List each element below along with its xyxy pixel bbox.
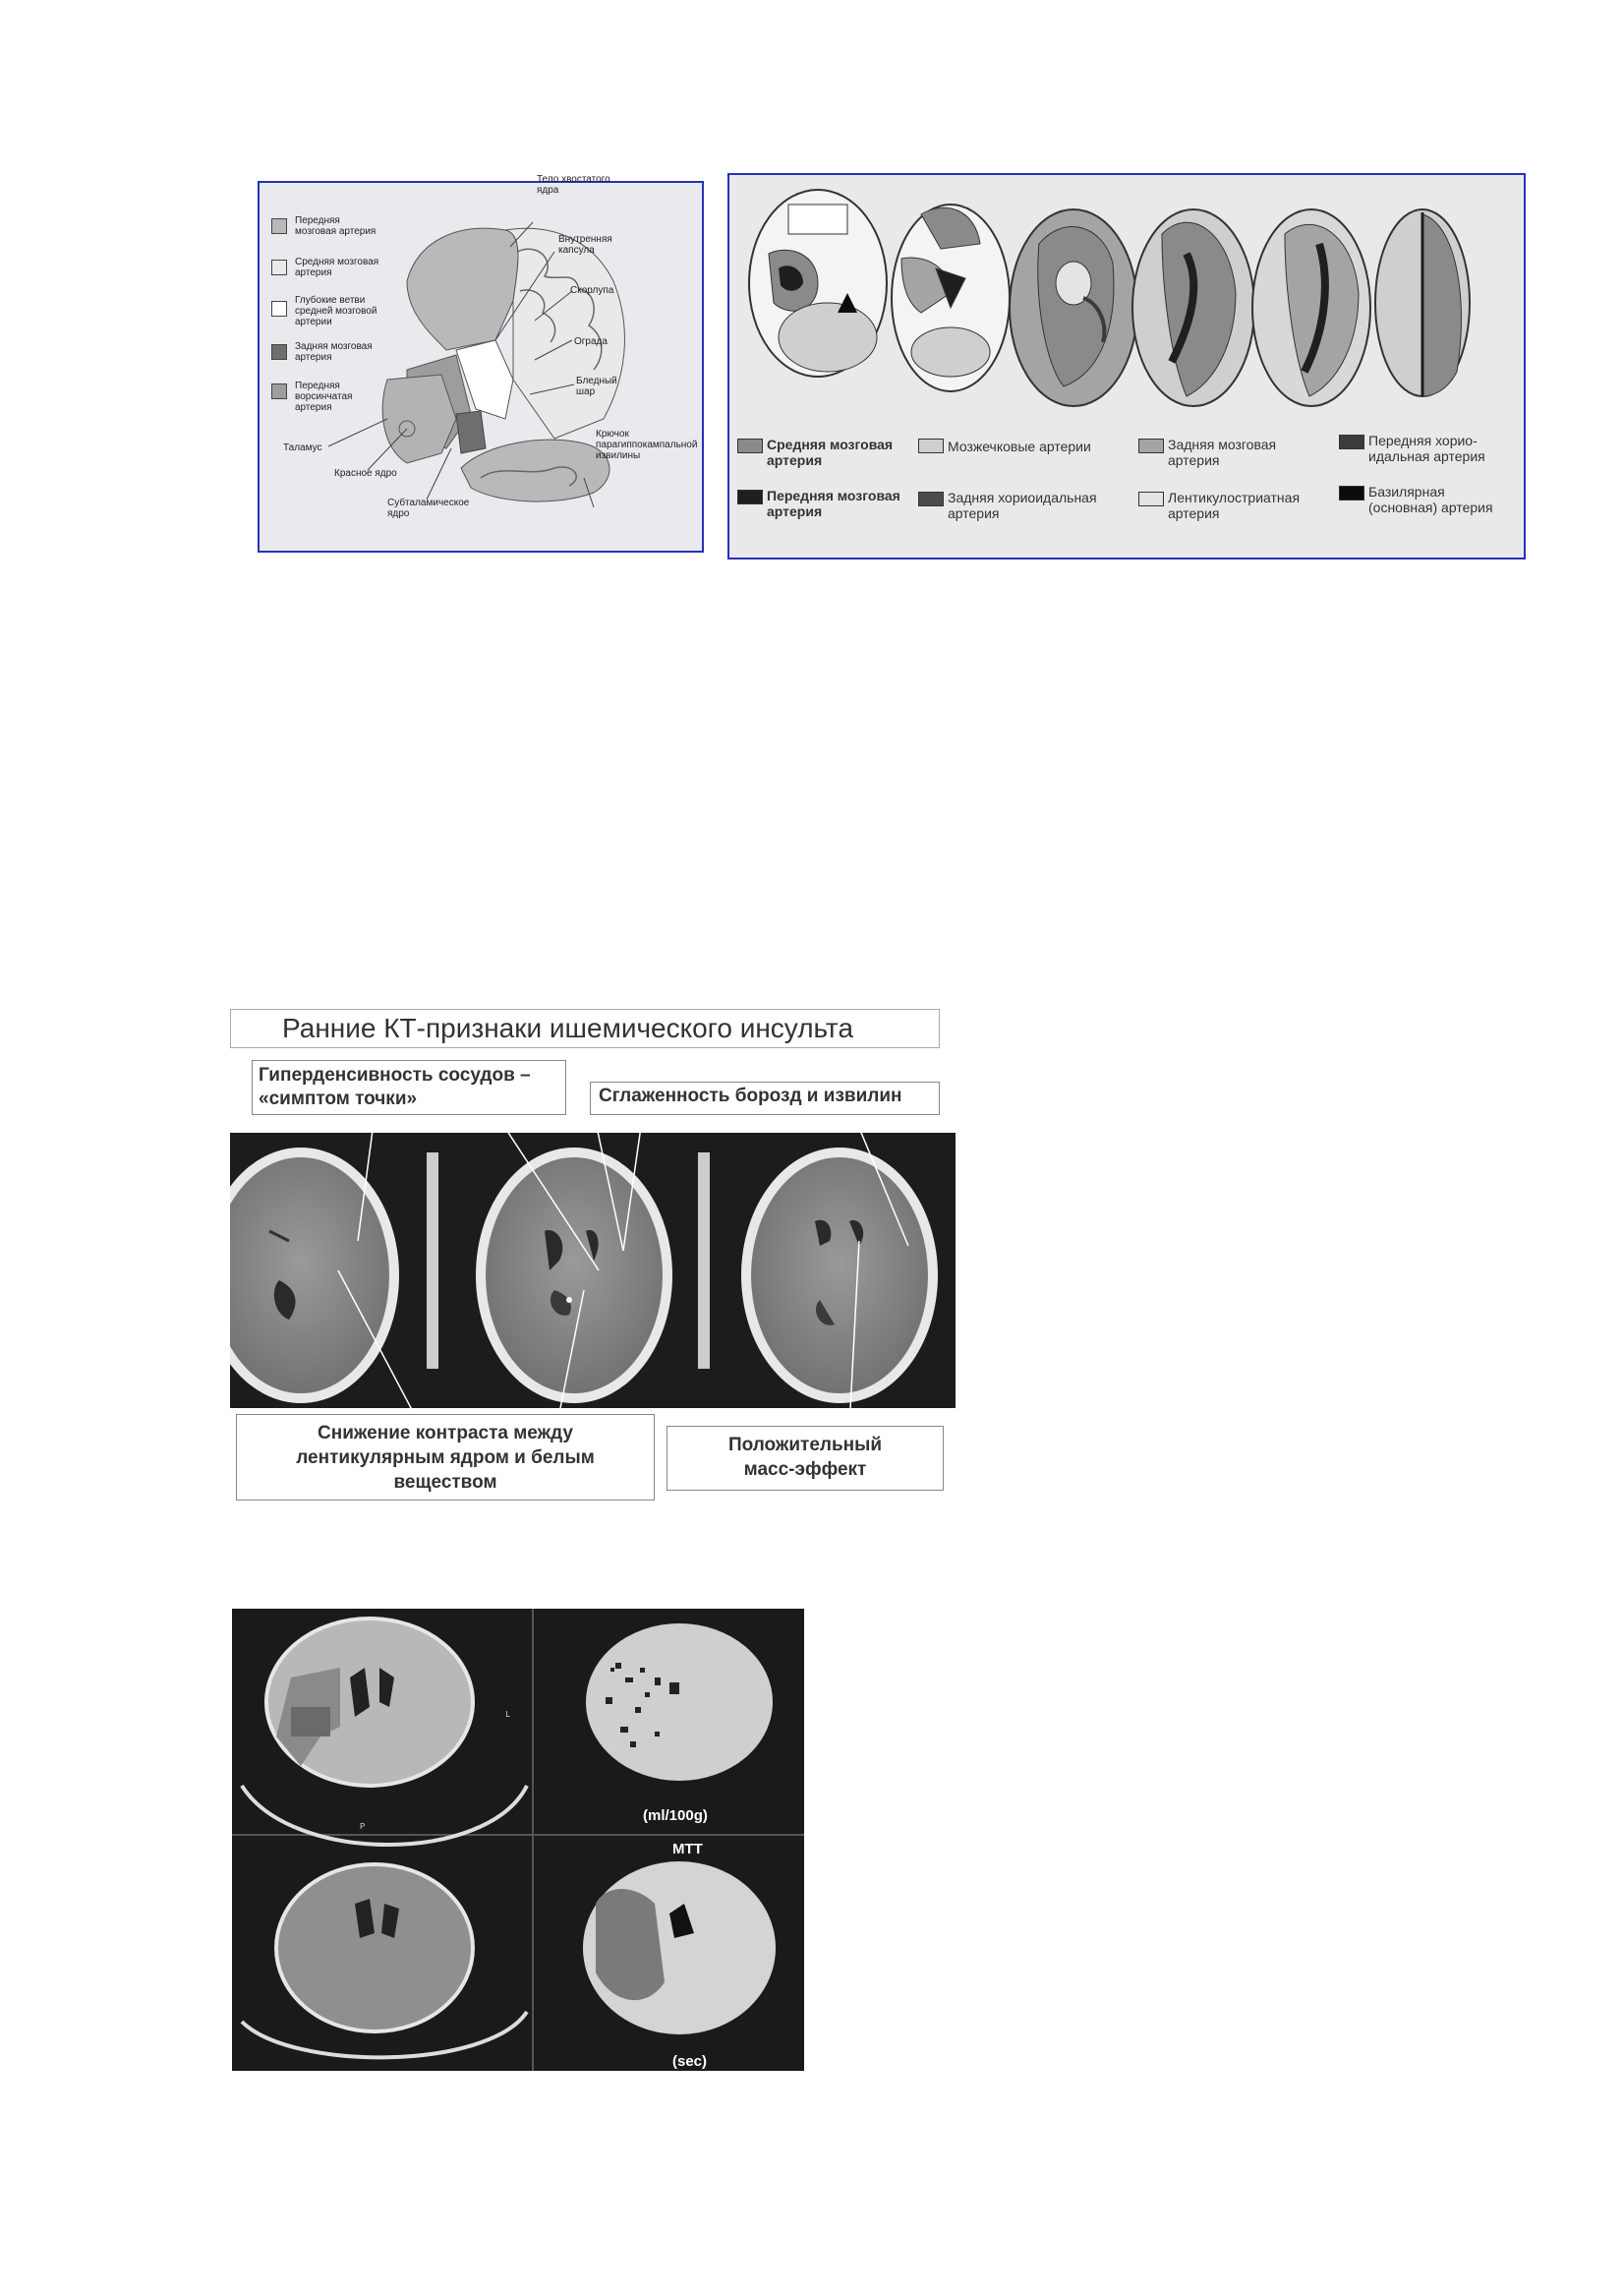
perfusion-panels-drawing <box>232 1609 804 2071</box>
label-thalamus: Таламус <box>283 442 322 453</box>
label-subthalamic: Субталамическое ядро <box>387 498 470 519</box>
legend-label-basilar: Базилярная (основная) артерия <box>1368 484 1493 515</box>
ct-signs-figure <box>230 1007 956 1508</box>
legend-label-cerebellar: Мозжечковые артерии <box>948 439 1091 454</box>
legend-label-ant-choroidal: Передняя ворсинчатая артерия <box>295 381 353 413</box>
coronal-vascular-diagram <box>258 174 704 553</box>
legend-label-deep-mca: Глубокие ветви средней мозговой артерии <box>295 295 377 327</box>
legend-swatch-lenticulostriate <box>1138 492 1164 506</box>
label-internal-capsule: Внутренняя капсула <box>558 234 612 256</box>
label-uncus: Крючок парагиппокампальной извилины <box>596 429 698 461</box>
label-claustrum: Ограда <box>574 336 608 347</box>
legend-swatch-aca-r <box>737 490 763 504</box>
legend-label-aca: Передняя мозговая артерия <box>295 215 377 237</box>
legend-label-mca: Средняя мозговая артерия <box>295 257 379 278</box>
ct-perfusion-figure <box>232 1609 804 2071</box>
label-cbv-units: (ml/100g) <box>643 1807 708 1824</box>
legend-swatch-pca-r <box>1138 439 1164 453</box>
label-putamen: Скорлупа <box>570 285 614 296</box>
ct-scan-strip <box>230 1133 956 1408</box>
callout-contrast-reduction: Снижение контраста между лентикулярным ядром и белым веществом <box>236 1414 655 1501</box>
ct-figure-title: Ранние КТ-признаки ишемического инсульта <box>230 1009 940 1048</box>
label-globus-pallidus: Бледный шар <box>576 376 617 397</box>
label-caudate-body: Тело хвостатого ядра <box>537 174 610 196</box>
coronal-section-drawing <box>260 183 702 551</box>
ct-scans-drawing <box>230 1133 956 1408</box>
legend-label-mca-r: Средняя мозговая артерия <box>767 437 894 468</box>
label-posterior-marker: P <box>360 1822 366 1832</box>
legend-label-pca: Задняя мозговая артерия <box>295 341 373 363</box>
legend-label-aca-r: Передняя мозговая артерия <box>767 488 900 519</box>
legend-label-lenticulostriate: Лентикулостриатная артерия <box>1168 490 1301 521</box>
legend-swatch-cerebellar <box>918 439 944 453</box>
legend-label-ant-choroidal-r: Передняя хорио-идальная артерия <box>1368 433 1485 464</box>
legend-label-pca-r: Задняя мозговая артерия <box>1168 437 1277 468</box>
callout-hyperdense-vessels: Гиперденсивность сосудов – «симптом точки» <box>252 1060 566 1115</box>
label-red-nucleus: Красное ядро <box>334 468 397 479</box>
callout-sulci-smoothing: Сглаженность борозд и извилин <box>590 1082 940 1115</box>
label-left-marker: L <box>505 1710 511 1720</box>
label-sec-units: (sec) <box>672 2053 708 2070</box>
legend-swatch-basilar <box>1339 486 1364 500</box>
label-mtt: MTT <box>672 1841 703 1857</box>
axial-territory-diagram <box>727 173 1526 559</box>
legend-label-post-choroidal: Задняя хориоидальная артерия <box>948 490 1097 521</box>
legend-swatch-ant-choroidal-r <box>1339 435 1364 449</box>
legend-swatch-mca-r <box>737 439 763 453</box>
callout-mass-effect: Положительный масс-эффект <box>667 1426 944 1491</box>
legend-swatch-post-choroidal <box>918 492 944 506</box>
